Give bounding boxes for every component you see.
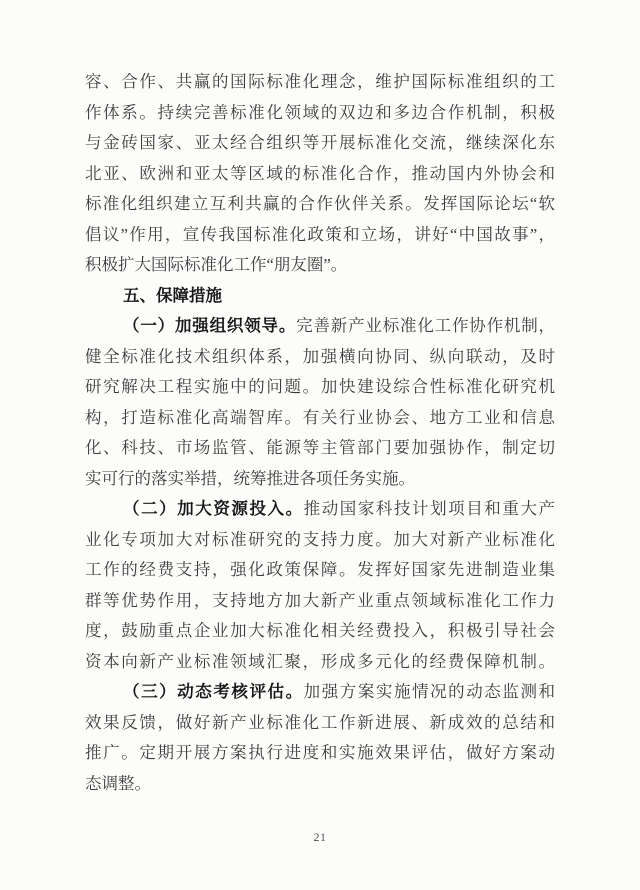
text-line bbox=[85, 128, 555, 159]
section-heading bbox=[85, 281, 555, 312]
line-text: 标准化组织建立互利共赢的合作伙伴关系。发挥国际论坛“软 bbox=[85, 194, 555, 213]
line-text: 倡议”作用，宣传我国标准化政策和立场，讲好“中国故事”， bbox=[85, 224, 555, 244]
page-number: 21 bbox=[313, 830, 327, 844]
text-line bbox=[85, 616, 555, 647]
document-body bbox=[85, 67, 555, 799]
text-line bbox=[85, 555, 555, 586]
text-line bbox=[85, 433, 555, 464]
subsection-heading: （三）动态考核评估。 bbox=[123, 682, 304, 701]
line-text: 推广。定期开展方案执行进度和实施效果评估，做好方案动 bbox=[85, 743, 555, 762]
subsection-start-line bbox=[85, 494, 555, 525]
text-line bbox=[85, 769, 555, 800]
text-line bbox=[85, 372, 555, 403]
text-line bbox=[85, 67, 555, 98]
line-text: 研究解决工程实施中的问题。加快建设综合性标准化研究机 bbox=[85, 377, 555, 396]
line-bold-text: 五、保障措施 bbox=[123, 285, 222, 305]
text-line bbox=[85, 464, 555, 495]
line-text: 推动国家科技计划项目和重大产 bbox=[303, 499, 555, 518]
text-line bbox=[85, 250, 555, 281]
line-text: 化、科技、市场监管、能源等主管部门要加强协作，制定切 bbox=[85, 438, 555, 457]
text-line bbox=[85, 738, 555, 769]
subsection-start-line bbox=[85, 677, 555, 708]
line-text: 效果反馈，做好新产业标准化工作新进展、新成效的总结和 bbox=[85, 712, 555, 732]
subsection-heading: （一）加强组织领导。 bbox=[123, 316, 297, 335]
text-line bbox=[85, 525, 555, 556]
line-text: 群等优势作用，支持地方加大新产业重点领域标准化工作力 bbox=[85, 590, 555, 610]
line-text: 态调整。 bbox=[85, 773, 151, 793]
line-text: 积极扩大国际标准化工作“朋友圈”。 bbox=[85, 255, 348, 274]
text-line bbox=[85, 586, 555, 617]
line-text: 加强方案实施情况的动态监测和 bbox=[303, 682, 555, 701]
line-text: 业化专项加大对标准研究的支持力度。加大对新产业标准化 bbox=[85, 529, 555, 549]
text-line bbox=[85, 159, 555, 190]
line-text: 北亚、欧洲和亚太等区域的标准化合作，推动国内外协会和 bbox=[85, 163, 555, 183]
text-line bbox=[85, 189, 555, 220]
subsection-heading: （二）加大资源投入。 bbox=[123, 499, 304, 518]
line-text: 作体系。持续完善标准化领域的双边和多边合作机制，积极 bbox=[85, 102, 555, 122]
line-text: 完善新产业标准化工作协作机制， bbox=[296, 316, 555, 335]
line-text: 工作的经费支持，强化政策保障。发挥好国家先进制造业集 bbox=[85, 560, 555, 579]
text-line bbox=[85, 98, 555, 129]
line-text: 容、合作、共赢的国际标准化理念，维护国际标准组织的工 bbox=[85, 72, 555, 91]
line-text: 实可行的落实举措，统筹推进各项任务实施。 bbox=[85, 468, 415, 488]
line-text: 构，打造标准化高端智库。有关行业协会、地方工业和信息 bbox=[85, 407, 555, 427]
line-text: 资本向新产业标准领域汇聚，形成多元化的经费保障机制。 bbox=[85, 651, 555, 671]
text-line bbox=[85, 342, 555, 373]
subsection-start-line bbox=[85, 311, 555, 342]
text-line bbox=[85, 708, 555, 739]
line-text: 与金砖国家、亚太经合组织等开展标准化交流，继续深化东 bbox=[85, 133, 555, 152]
text-line bbox=[85, 647, 555, 678]
line-text: 度，鼓励重点企业加大标准化相关经费投入，积极引导社会 bbox=[85, 621, 555, 640]
line-text: 健全标准化技术组织体系，加强横向协同、纵向联动，及时 bbox=[85, 346, 555, 366]
text-line bbox=[85, 403, 555, 434]
text-line bbox=[85, 220, 555, 251]
